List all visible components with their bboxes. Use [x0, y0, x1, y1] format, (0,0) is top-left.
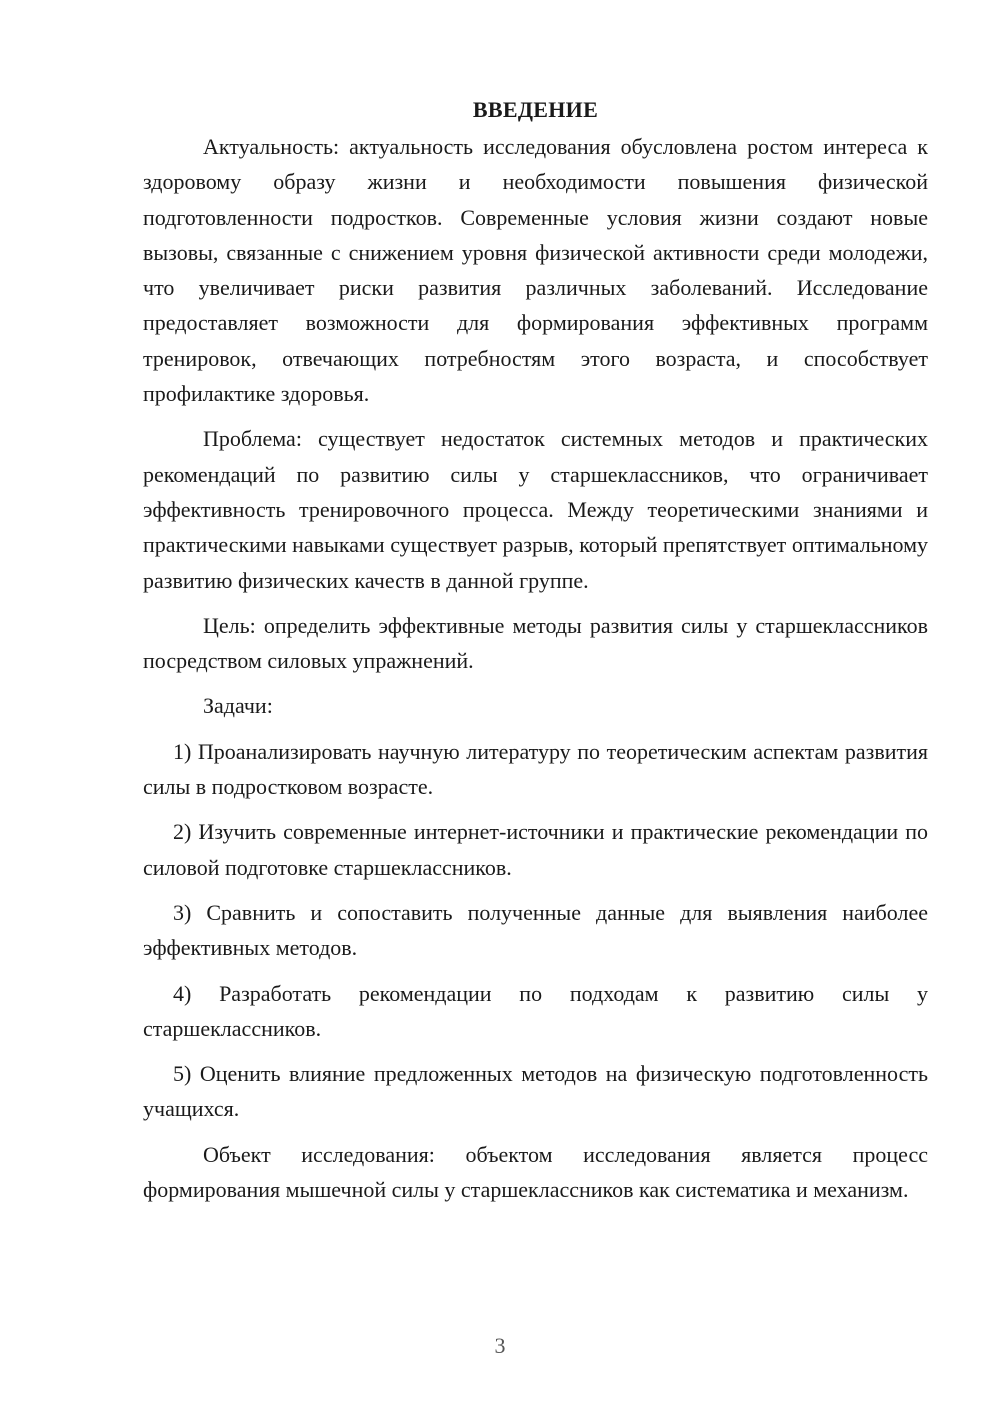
document-page: [143, 92, 928, 1217]
task-item-3: 3) Сравнить и сопоставить полученные данные для выявления наиболее эффективных методов.: [143, 899, 928, 961]
paragraph-object: Объект исследования: объектом исследования является процесс формирования мышечной силы у старшеклассников как систематика и механизм.: [143, 1141, 928, 1203]
task-item-2: 2) Изучить современные интернет-источники и практические рекомендации по силовой подготовке старшеклассников.: [143, 819, 928, 880]
task-item-1: 1) Проанализировать научную литературу по теоретическим аспектам развития силы в подростковом возрасте.: [143, 738, 928, 800]
paragraph-problem: Проблема: существует недостаток системных методов и практических рекомендаций по развитию силы у старшеклассников, что ограничивает эффективность тренировочного процесса. Между теоретическими знаниями и практическими навыками существует разрыв, который препятствует оптимальному развитию физических качеств в данной группе.: [143, 426, 928, 593]
tasks-heading: Задачи:: [203, 693, 273, 719]
task-item-4: 4) Разработать рекомендации по подходам к развитию силы у старшеклассников.: [143, 980, 928, 1041]
paragraph-goal: Цель: определить эффективные методы развития силы у старшеклассников посредством силовых упражнений.: [143, 612, 928, 674]
task-item-5: 5) Оценить влияние предложенных методов на физическую подготовленность учащихся.: [143, 1061, 928, 1122]
page-number: 3: [494, 1333, 506, 1358]
paragraph-relevance: Актуальность: актуальность исследования обусловлена ростом интереса к здоровому образу жизни и необходимости повышения физической подготовленности подростков. Современные условия жизни создают новые вызовы, связанные с снижением уровня физической активности среди молодежи, что увеличивает риски развития различных заболеваний. Исследование предоставляет возможности для формирования эффективных программ тренировок, отвечающих потребностям этого возраста, и способствует профилактике здоровья.: [143, 134, 928, 407]
page-title: ВВЕДЕНИЕ: [472, 97, 599, 122]
